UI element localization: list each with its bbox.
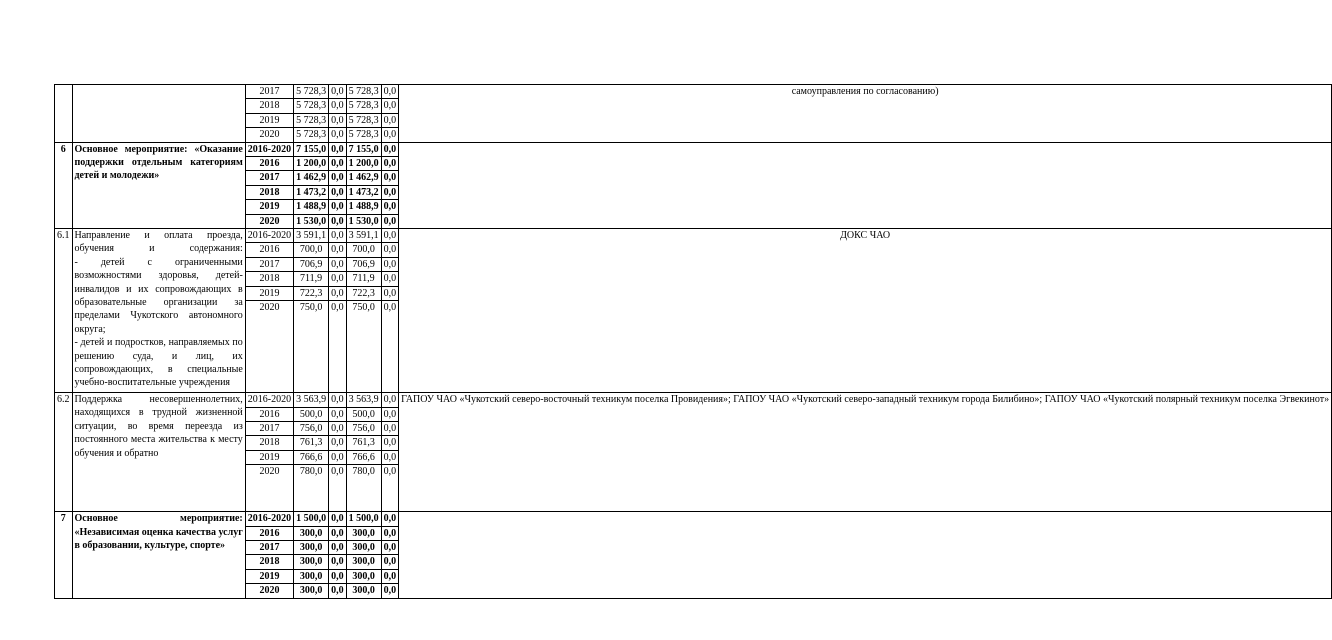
regional-cell: 5 728,3: [346, 85, 381, 99]
federal-cell: 0,0: [329, 99, 347, 113]
regional-cell: 750,0: [346, 301, 381, 393]
period-cell: 2019: [245, 113, 293, 127]
period-cell: 2016: [245, 407, 293, 421]
description-line: учебно-воспитательные учреждения: [74, 377, 231, 389]
regional-cell: 1 200,0: [346, 157, 381, 171]
description-line: пределами Чукотского автономного: [74, 310, 243, 322]
local-cell: 0,0: [381, 407, 399, 421]
period-cell: 2017: [245, 421, 293, 435]
regional-cell: 722,3: [346, 286, 381, 300]
total-cell: 1 462,9: [294, 171, 329, 185]
period-cell: 2020: [245, 301, 293, 393]
executor-cell: ДОКС ЧАО: [399, 229, 1332, 393]
federal-cell: 0,0: [329, 200, 347, 214]
local-cell: 0,0: [381, 214, 399, 228]
local-cell: 0,0: [381, 569, 399, 583]
federal-cell: 0,0: [329, 465, 347, 512]
period-cell: 2016-2020: [245, 229, 293, 243]
description-line: Основное мероприятие:: [74, 513, 243, 525]
total-cell: 300,0: [294, 555, 329, 569]
local-cell: 0,0: [381, 171, 399, 185]
period-cell: 2016: [245, 526, 293, 540]
period-cell: 2018: [245, 272, 293, 286]
table-row: [55, 512, 1332, 526]
federal-cell: 0,0: [329, 450, 347, 464]
local-cell: 0,0: [381, 113, 399, 127]
period-cell: 2020: [245, 128, 293, 142]
item-number: 6: [55, 142, 73, 228]
description-line: находящихся в трудной жизненной: [74, 407, 243, 419]
federal-cell: 0,0: [329, 171, 347, 185]
local-cell: 0,0: [381, 257, 399, 271]
local-cell: 0,0: [381, 540, 399, 554]
total-cell: 7 155,0: [294, 142, 329, 156]
total-cell: 5 728,3: [294, 85, 329, 99]
total-cell: 722,3: [294, 286, 329, 300]
description-line: решению суда, и лиц, их: [74, 350, 243, 362]
description-line: обучения и содержания:: [74, 243, 243, 255]
regional-cell: 5 728,3: [346, 113, 381, 127]
federal-cell: 0,0: [329, 185, 347, 199]
regional-cell: 300,0: [346, 569, 381, 583]
regional-cell: 706,9: [346, 257, 381, 271]
budget-table: [54, 84, 1332, 599]
item-number: [55, 85, 73, 143]
period-cell: 2020: [245, 465, 293, 512]
local-cell: 0,0: [381, 243, 399, 257]
total-cell: 300,0: [294, 540, 329, 554]
description-line: возможностями здоровья, детей-: [74, 270, 243, 282]
description-line: Направление и оплата проезда,: [74, 230, 243, 242]
federal-cell: 0,0: [329, 272, 347, 286]
federal-cell: 0,0: [329, 526, 347, 540]
description-line: - детей с ограниченными: [74, 256, 243, 268]
total-cell: 766,6: [294, 450, 329, 464]
description-line: поддержки отдельным категориям: [74, 157, 243, 169]
local-cell: 0,0: [381, 99, 399, 113]
total-cell: 1 200,0: [294, 157, 329, 171]
total-cell: 761,3: [294, 436, 329, 450]
description-line: постоянного места жительства к месту: [74, 434, 243, 446]
description-line: Основное мероприятие: «Оказание: [74, 143, 243, 155]
regional-cell: 5 728,3: [346, 128, 381, 142]
local-cell: 0,0: [381, 142, 399, 156]
local-cell: 0,0: [381, 85, 399, 99]
table-row: [55, 229, 1332, 243]
regional-cell: 1 473,2: [346, 185, 381, 199]
total-cell: 780,0: [294, 465, 329, 512]
period-cell: 2017: [245, 171, 293, 185]
total-cell: 5 728,3: [294, 128, 329, 142]
regional-cell: 1 530,0: [346, 214, 381, 228]
local-cell: 0,0: [381, 128, 399, 142]
executor-cell: самоуправления по согласованию): [399, 85, 1332, 143]
local-cell: 0,0: [381, 393, 399, 407]
item-description: [72, 229, 245, 393]
regional-cell: 3 591,1: [346, 229, 381, 243]
period-cell: 2017: [245, 540, 293, 554]
total-cell: 5 728,3: [294, 113, 329, 127]
federal-cell: 0,0: [329, 512, 347, 526]
regional-cell: 1 488,9: [346, 200, 381, 214]
local-cell: 0,0: [381, 555, 399, 569]
executor-cell: [399, 142, 1332, 228]
federal-cell: 0,0: [329, 214, 347, 228]
period-cell: 2016: [245, 243, 293, 257]
local-cell: 0,0: [381, 584, 399, 598]
local-cell: 0,0: [381, 526, 399, 540]
period-cell: 2016-2020: [245, 142, 293, 156]
local-cell: 0,0: [381, 272, 399, 286]
local-cell: 0,0: [381, 301, 399, 393]
description-line: обучения и обратно: [74, 447, 159, 459]
period-cell: 2018: [245, 555, 293, 569]
local-cell: 0,0: [381, 512, 399, 526]
period-cell: 2017: [245, 85, 293, 99]
period-cell: 2020: [245, 214, 293, 228]
federal-cell: 0,0: [329, 142, 347, 156]
regional-cell: 7 155,0: [346, 142, 381, 156]
federal-cell: 0,0: [329, 555, 347, 569]
federal-cell: 0,0: [329, 128, 347, 142]
federal-cell: 0,0: [329, 407, 347, 421]
local-cell: 0,0: [381, 229, 399, 243]
local-cell: 0,0: [381, 421, 399, 435]
description-line: инвалидов и их сопровождающих в: [74, 283, 243, 295]
regional-cell: 711,9: [346, 272, 381, 286]
total-cell: 1 488,9: [294, 200, 329, 214]
total-cell: 1 530,0: [294, 214, 329, 228]
regional-cell: 1 462,9: [346, 171, 381, 185]
regional-cell: 766,6: [346, 450, 381, 464]
regional-cell: 1 500,0: [346, 512, 381, 526]
description-line: ситуации, во время переезда из: [74, 420, 243, 432]
federal-cell: 0,0: [329, 257, 347, 271]
regional-cell: 5 728,3: [346, 99, 381, 113]
local-cell: 0,0: [381, 286, 399, 300]
period-cell: 2019: [245, 286, 293, 300]
total-cell: 3 591,1: [294, 229, 329, 243]
total-cell: 706,9: [294, 257, 329, 271]
regional-cell: 300,0: [346, 555, 381, 569]
budget-table-body: [55, 85, 1332, 599]
table-row: [55, 142, 1332, 156]
description-line: детей и молодежи»: [74, 170, 160, 182]
total-cell: 711,9: [294, 272, 329, 286]
federal-cell: 0,0: [329, 157, 347, 171]
executor-cell: ГАПОУ ЧАО «Чукотский северо-восточный техникум поселка Провидения»; ГАПОУ ЧАО «Чукотский северо-западный техникум города Билибино»; ГАПОУ ЧАО «Чукотский полярный техникум поселка Эгвекинот»: [399, 393, 1332, 512]
period-cell: 2019: [245, 450, 293, 464]
period-cell: 2017: [245, 257, 293, 271]
period-cell: 2016-2020: [245, 512, 293, 526]
regional-cell: 780,0: [346, 465, 381, 512]
description-line: Поддержка несовершеннолетних,: [74, 394, 243, 406]
regional-cell: 700,0: [346, 243, 381, 257]
executor-cell: [399, 512, 1332, 598]
item-number: 6.2: [55, 393, 73, 512]
total-cell: 1 473,2: [294, 185, 329, 199]
federal-cell: 0,0: [329, 540, 347, 554]
federal-cell: 0,0: [329, 286, 347, 300]
regional-cell: 300,0: [346, 584, 381, 598]
total-cell: 300,0: [294, 569, 329, 583]
total-cell: 5 728,3: [294, 99, 329, 113]
federal-cell: 0,0: [329, 421, 347, 435]
total-cell: 1 500,0: [294, 512, 329, 526]
total-cell: 756,0: [294, 421, 329, 435]
federal-cell: 0,0: [329, 113, 347, 127]
federal-cell: 0,0: [329, 569, 347, 583]
table-row: [55, 393, 1332, 407]
description-line: округа;: [74, 323, 106, 335]
local-cell: 0,0: [381, 185, 399, 199]
local-cell: 0,0: [381, 465, 399, 512]
period-cell: 2018: [245, 185, 293, 199]
total-cell: 300,0: [294, 526, 329, 540]
description-line: образовательные организации за: [74, 297, 243, 309]
period-cell: 2018: [245, 436, 293, 450]
local-cell: 0,0: [381, 436, 399, 450]
description-line: - детей и подростков, направляемых по: [74, 337, 243, 349]
total-cell: 700,0: [294, 243, 329, 257]
period-cell: 2016-2020: [245, 393, 293, 407]
federal-cell: 0,0: [329, 393, 347, 407]
item-description: [72, 85, 245, 143]
period-cell: 2019: [245, 200, 293, 214]
federal-cell: 0,0: [329, 584, 347, 598]
total-cell: 500,0: [294, 407, 329, 421]
table-row: [55, 85, 1332, 99]
regional-cell: 300,0: [346, 540, 381, 554]
federal-cell: 0,0: [329, 243, 347, 257]
item-number: 6.1: [55, 229, 73, 393]
period-cell: 2020: [245, 584, 293, 598]
local-cell: 0,0: [381, 157, 399, 171]
period-cell: 2018: [245, 99, 293, 113]
description-line: сопровождающих, в специальные: [74, 363, 243, 375]
local-cell: 0,0: [381, 450, 399, 464]
period-cell: 2019: [245, 569, 293, 583]
description-line: «Независимая оценка качества услуг: [74, 526, 243, 538]
local-cell: 0,0: [381, 200, 399, 214]
federal-cell: 0,0: [329, 229, 347, 243]
item-number: 7: [55, 512, 73, 598]
total-cell: 300,0: [294, 584, 329, 598]
regional-cell: 756,0: [346, 421, 381, 435]
regional-cell: 3 563,9: [346, 393, 381, 407]
regional-cell: 761,3: [346, 436, 381, 450]
federal-cell: 0,0: [329, 85, 347, 99]
regional-cell: 300,0: [346, 526, 381, 540]
total-cell: 750,0: [294, 301, 329, 393]
description-line: в образовании, культуре, спорте»: [74, 539, 226, 551]
period-cell: 2016: [245, 157, 293, 171]
total-cell: 3 563,9: [294, 393, 329, 407]
federal-cell: 0,0: [329, 301, 347, 393]
item-description: [72, 142, 245, 228]
regional-cell: 500,0: [346, 407, 381, 421]
federal-cell: 0,0: [329, 436, 347, 450]
item-description: [72, 393, 245, 512]
item-description: [72, 512, 245, 598]
